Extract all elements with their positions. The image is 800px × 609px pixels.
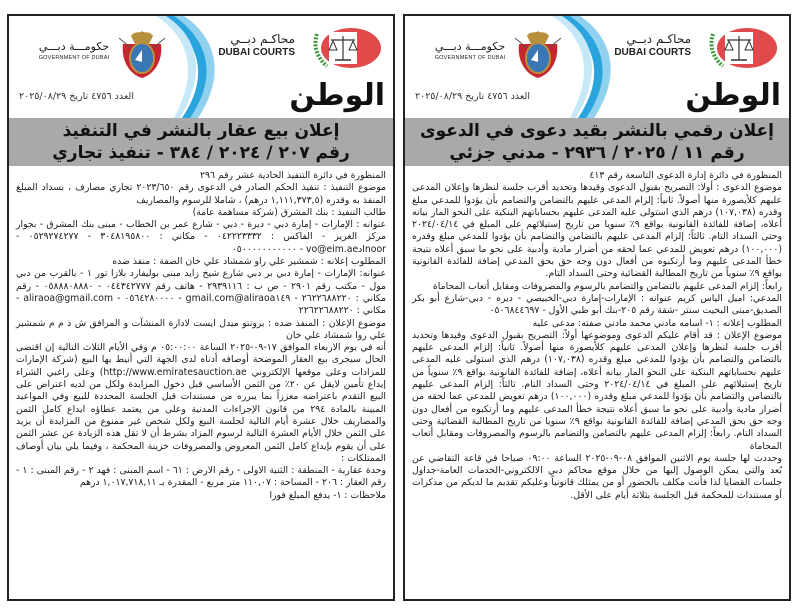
dubai-emblem-icon [513, 26, 563, 81]
notice-paragraph: موضوع الإعلان : المنفذ ضده : برونتو ميدل ايست لادارة المنشآت و المرافق ش ذ م م شمشير علي روا شمشاد علي خان [16, 317, 386, 341]
notice-header [405, 16, 789, 118]
government-of-dubai-logo [21, 26, 171, 81]
notice-paragraph: المدعي: اميل الياس كريم عنوانه : الإمارات-إمارة دبي-الخبيصي - ديره - دبي-شارع أبو بكر الصديق-مبنى البخيت سنتر -شقة رقم ٢٠٥-بنك أبو ظبي الأول - ٠٥٠٦٨٤٤٦٩٧ [412, 292, 782, 317]
notice-paragraph: عنوانه: الإمارات - إمارة دبي بر دبي شارع شيخ زايد مبنى بوليفارد بلازا تور ١ - بالقرب من دبي مول - مكتب رقم ٢٩٠١ - ص ب : ٢٩٣٩١١٦ - هاتف رقم ٠٤٤٣٤٢٧٧٧ - ٠٥٨٨٨٠٨٨٨٠ - رقم مكاني : ٢٦٢٢٦٨٨٢٢٠ - aliraoa١٤٩@gmail.com - ٠٥٦٤٢٨٠٠٠٠ - aliraoa@gmail.com - مكاني : ٢٢٦٢٢٦٨٨٢٢٠ [16, 268, 387, 317]
issue-number-date: العدد ٤٧٥٦ تاريخ ٢٠٢٥/٠٨/٢٩ [19, 91, 134, 102]
notice-paragraph: المطلوب إعلانه : ١- اسامه مادني محمد مادني صفته: مدعى عليه [532, 317, 782, 329]
notice-body [405, 166, 789, 502]
gov-logo-english: GOVERNMENT OF DUBAI [38, 55, 110, 61]
gov-logo-arabic: حكومـــة دبـــي [434, 40, 506, 53]
case-number: رقم ٢٠٧ / ٢٠٢٤ / ٣٨٤ - تنفيذ تجاري [52, 143, 350, 163]
notice-header [9, 16, 393, 118]
scales-of-justice-icon [707, 26, 779, 71]
notice-paragraph: طالب التنفيذ : بنك المشرق (شركة مساهمة عامة) [192, 206, 386, 218]
notice-title-band [405, 118, 789, 166]
notice-title: إعلان رقمي بالنشر بقيد دعوى في الدعوى [419, 121, 774, 141]
notice-lawsuit-filing [403, 14, 791, 601]
notice-title-band [9, 118, 393, 166]
notice-paragraph: ملاحظات : ١- يدفع المبلغ فورا [269, 489, 386, 501]
newspaper-masthead: الوطن [289, 78, 385, 113]
notice-property-sale [7, 14, 395, 601]
government-of-dubai-logo [417, 26, 567, 81]
notice-title: إعلان بيع عقار بالنشر في التنفيذ [62, 121, 340, 141]
dubai-emblem-icon [117, 26, 167, 81]
scales-of-justice-icon [311, 26, 383, 71]
notice-paragraph: موضوع الدعوى : أولا: التصريح بقبول الدعوى وقيدها وتحديد أقرب جلسة لنظرها وإعلان المدعى عليهم كلأيصورة منها أصولاً. ثانياً: إلزام المدعى عليهم بالتضامن والتضامم بأن يؤدوا للمدعي مبلغ وقدره (١٠٧,٠٣٨) درهم الذي استولى عليه المدعى عليهم بحساباتهم البنكية على النحو المار بيانه أعلاه، إضافة للفائدة القانونية بواقع ٩٪ سنويا من تاريخ إستيلائهم على المبلغ في ٢٠٢٤/٠٤/١٤ وحتى السداد التام. ثالثاً: إلزام المدعى عليهم بالتضامن والتضامم بأن يؤدوا للمدعي مبلغ وقدره (١٠٠,٠٠٠) درهم تعويض للمدعي عما لحقه من أضرار مادية وأدبية على نحو ما سبق أعلاه نتيجة خطأ المدعى عليهم وما أرتكبوه من أفعال دون وجه حق بحق المدعي إضافة للفائدة القانونية بواقع ٩٪ سنوياً من تاريخ المطالبة القضائية وحتى السداد التام. [412, 182, 782, 280]
gov-logo-english: GOVERNMENT OF DUBAI [434, 55, 506, 61]
notice-paragraph: رابعاً: إلزام المدعى عليهم بالتضامن والتضامم بالرسوم والمصروفات ومقابل أتعاب المحاماة [432, 280, 782, 292]
dubai-courts-logo [609, 26, 779, 71]
issue-number-date: العدد ٤٧٥٦ تاريخ ٢٠٢٥/٠٨/٢٩ [415, 91, 530, 102]
courts-logo-arabic: محاكـم دبــي [626, 32, 691, 46]
notice-paragraph: المنظورة في دائرة إدارة الدعوى التاسعة رقم ٤١٣ [589, 170, 782, 181]
notice-paragraph: موضوع التنفيذ : تنفيذ الحكم الصادر في الدعوى رقم ٢٠٢٣/٦٥٠ تجاري مصارف ، بسداد المبلغ المنفذ به وقدره (١,١١١,٣٧٣,٥ درهم) ، شاملا للرسوم والمصاريف [16, 182, 386, 206]
courts-logo-english: DUBAI COURTS [614, 47, 691, 58]
newspaper-masthead: الوطن [685, 78, 781, 113]
notice-paragraph: موضوع الإعلان : قد أقام عليكم الدعوى وموضوعها أولاً: التصريح بقبول الدعوى وقيدها وتحديد أقرب جلسة لنظرها وإعلان المدعى عليهم كلأيصورة منها أصولاً. ثانياً: إلزام المدعى عليهم بالتضامن والتضامم بأن يؤدوا للمدعي مبلغ وقدره (١٠٧,٠٣٨) درهم الذي استولى عليه المدعى عليهم بحساباتهم البنكية على النحو المار بيانه أعلاه، إضافة للفائدة القانونية بواقع ٩٪ سنوياً من تاريخ إستيلائهم على المبلغ في ٢٠٢٤/٠٤/١٤ وحتى السداد التام. ثالثاً: إلزام المدعى عليهم بالتضامن والتضامم بأن يؤدوا للمدعي مبلغ وقدره (١٠٠,٠٠٠) درهم تعويض للمدعي عما لحقه من أضرار مادية وأدبية على نحو ما سبق أعلاه نتيجة خطأ المدعى عليهم وما أرتكبوه من أفعال دون وجه حق بحق المدعي إضافة للفائدة القانونية بواقع ٩٪ سنويا من تاريخ المطالبة القضائية وحتى السداد التام. رابعاً: إلزام المدعى عليهم بالتضامن والتضامم بالرسوم والمصروفات ومقابل أتعاب المحاماة [412, 329, 783, 452]
courts-logo-arabic: محاكـم دبــي [230, 32, 295, 46]
dubai-courts-logo [213, 26, 383, 71]
notice-paragraph: المنظورة في دائرة التنفيذ الحادية عشر رقم ٢٩٦ [199, 170, 386, 181]
notice-paragraph: عنوانه : الإمارات - إمارة دبي - ديرة - دبي - شارع عمر بن الخطاب - مبنى بنك المشرق - بجوار مركز الغرير - الفاكس : ٠٤٢٢٢٣٣٣٢ - مكاني : ٣٠٤٨١٩٥٨٠٠ - ٠٥٢٩٢٧٤٢٧٧ -noorادvo@eim.ae - ٠٥٠٠٠٠٠٠٠٠٠٠٠ [16, 219, 387, 255]
courts-logo-english: DUBAI COURTS [218, 47, 295, 58]
notice-paragraph: أنه في يوم الاربعاء الموافق ١٧-٠٩-٢٠٢٥ الساعة ٠٥:٠٠:٠٠ م وفي الأيام الثلاث التالية إن اقتضى الحال سيجرى بيع العقار الموضحة أوصافه أدناه لدى الجهة التي أنيط بها البيع (شركة الإمارات للمزادات وعلى موقعها الإلكتروني http://www.emiratesauction.ae) وعلى راغبي الشراء إيداع تأمين لايقل عن ٢٠٪ من الثمن الأساسي قبل دخول المزايدة ولكل من لديه اعتراض على البيع التقدم باعتراضه معززاً بما يبرره من مستندات قبل الجلسة المحددة للبيع وفي المواعيد المبينة بالمادة ٢٩٤ من قانون الإجراءات المدنية وعلى من يعتمد عطاؤه ايداع كامل الثمن والمصاريف خلال عشرة أيام التالية لجلسة البيع ولكل شخص غير ممنوع من المزايدة أن يزيد على الثمن خلال الأيام العشرة التالية لرسوم المزاد بشرط أن لا تقل هذه الزيادة عن عشر الثمن على أن يقوم بإيداع كامل الثمن المعروض والمصروفات خزينة المحكمة ، وفيما يلي بيان أوصاف الممتلكات : [16, 342, 387, 464]
notice-paragraph: وحدة عقارية - المنطقة : الثنية الاولى - رقم الارض : ٦١ - اسم المبنى : فهد ٢ - رقم المبنى : ١ - رقم العقار : ٢٠٦ - المساحة : ١١٠,٠٧ متر مربع - المقدرة بـ ١,٠١٧,٧١٨,١١ درهم [16, 465, 386, 489]
notice-paragraph: المطلوب إعلانه : شمشير علي راو شمشاد علي خان الصفة : منفذ ضده [112, 256, 386, 268]
notice-paragraph: وحددت لها جلسة يوم الاثنين الموافق ٠٨-٠٩-٢٠٢٥ الساعة ٠٩:٠٠ صباحا في قاعة التقاضي عن بُعد والتي يمكن الوصول إليها من خلال موقع محاكم دبي الالكتروني-الخدمات العامة-جداول جلسات القضايا لذا فأنت مكلف بالحضور أو من يمثلك قانونياً وعليكم تقديم ما لديكم من مذكرات أو مستندات للمحكمة قبل الجلسة بثلاثة أيام على الأقل. [412, 452, 782, 501]
gov-logo-arabic: حكومـــة دبـــي [38, 40, 110, 53]
notice-body [9, 166, 393, 502]
case-number: رقم ١١ / ٢٠٢٥ / ٢٩٣٦ - مدني جزئي [449, 143, 745, 163]
